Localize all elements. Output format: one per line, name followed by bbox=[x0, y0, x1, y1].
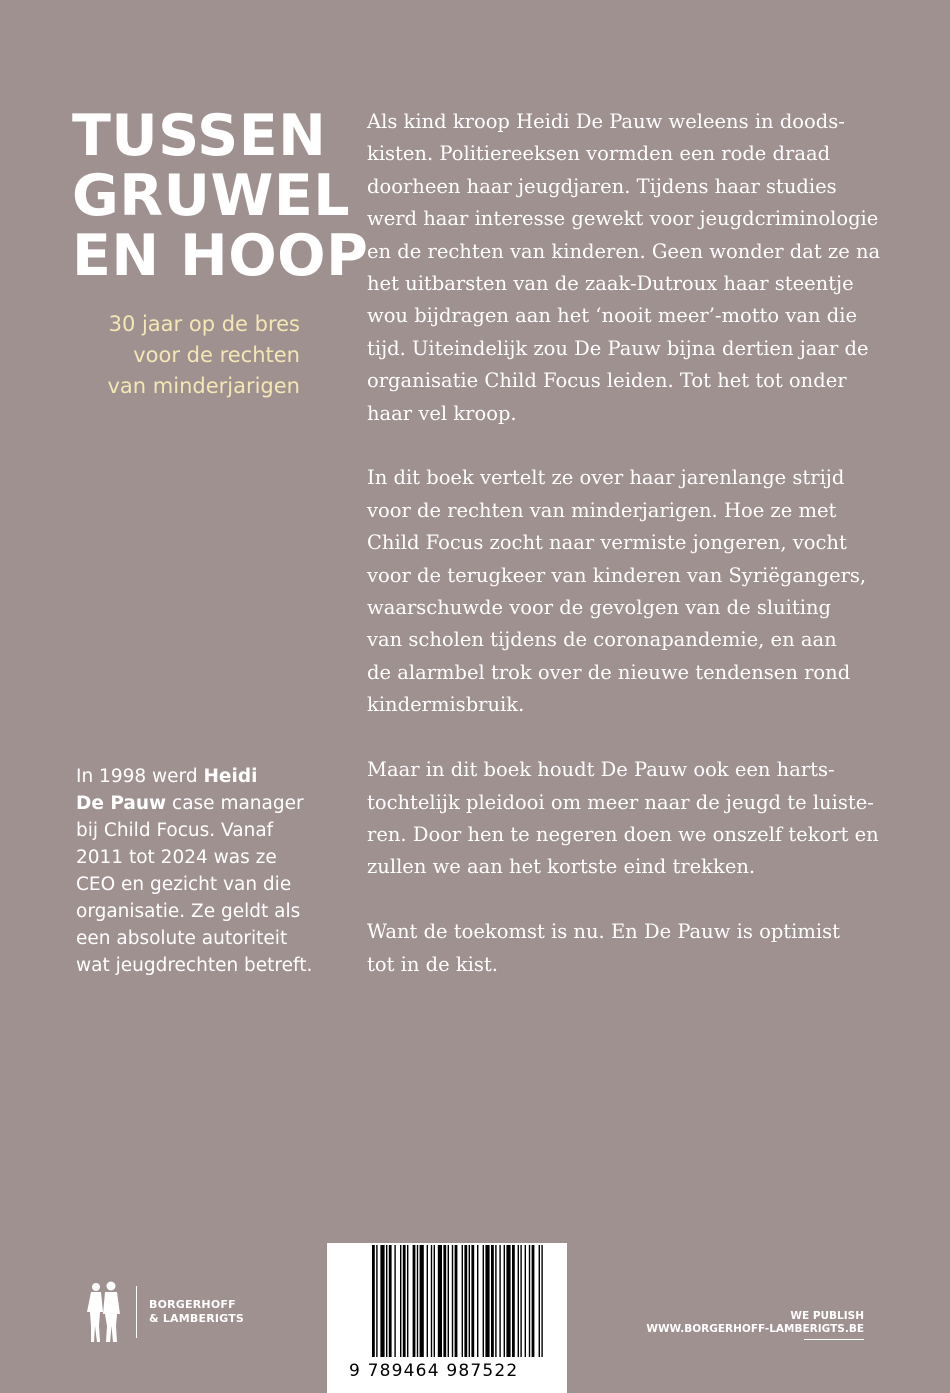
book-subtitle bbox=[60, 309, 300, 402]
text-line: de alarmbel trok over de nieuwe tendensen rond bbox=[367, 660, 851, 684]
blurb-paragraph-4 bbox=[367, 916, 867, 981]
text-line: kisten. Politiereeksen vormden een rode draad bbox=[367, 142, 831, 166]
barcode-bar bbox=[427, 1245, 428, 1357]
barcode-bar bbox=[483, 1245, 484, 1357]
bio-line bbox=[76, 763, 346, 790]
barcode-bar bbox=[431, 1245, 432, 1357]
subtitle-line: 30 jaar op de bres bbox=[108, 312, 300, 336]
barcode-bar bbox=[380, 1245, 384, 1357]
barcode-bar bbox=[471, 1245, 474, 1357]
text-line: haar vel kroop. bbox=[367, 401, 517, 425]
barcode-bar bbox=[504, 1245, 505, 1357]
text-line: kindermisbruik. bbox=[367, 693, 525, 717]
bio-line: wat jeugdrechten betreft. bbox=[76, 955, 313, 976]
barcode-bar bbox=[376, 1245, 377, 1357]
barcode bbox=[327, 1243, 567, 1393]
text-line: het uitbarsten van de zaak-Dutroux haar steentje bbox=[367, 272, 854, 296]
bio-line: een absolute autoriteit bbox=[76, 928, 288, 949]
text-line: werd haar interesse gewekt voor jeugdcriminologie bbox=[367, 207, 879, 231]
barcode-bar bbox=[491, 1245, 494, 1357]
text-line: voor de terugkeer van kinderen van Syriëgangers, bbox=[367, 563, 867, 587]
barcode-bar bbox=[520, 1245, 521, 1357]
barcode-bar bbox=[455, 1245, 458, 1357]
bio-text: case manager bbox=[166, 793, 304, 814]
publisher-name-line: BORGERHOFF bbox=[149, 1298, 236, 1311]
barcode-bar bbox=[495, 1245, 496, 1357]
barcode-bar bbox=[443, 1245, 446, 1357]
text-line: Als kind kroop Heidi De Pauw weleens in doods- bbox=[367, 110, 845, 133]
bio-line: 2011 tot 2024 was ze bbox=[76, 847, 277, 868]
barcode-bar bbox=[469, 1245, 470, 1357]
barcode-bar bbox=[438, 1245, 442, 1357]
text-line: Want de toekomst is nu. En De Pauw is optimist bbox=[367, 920, 840, 944]
barcode-bar bbox=[434, 1245, 435, 1357]
publisher-name-line: & LAMBERIGTS bbox=[149, 1312, 245, 1325]
barcode-bar bbox=[499, 1245, 500, 1357]
text-line: In dit boek vertelt ze over haar jarenlange strijd bbox=[367, 466, 845, 490]
publisher-logo bbox=[84, 1280, 244, 1344]
barcode-bar bbox=[407, 1245, 408, 1357]
barcode-bar bbox=[539, 1245, 540, 1357]
subtitle-line: voor de rechten bbox=[133, 343, 300, 367]
barcode-bar bbox=[512, 1245, 515, 1357]
logo-divider bbox=[136, 1286, 137, 1338]
barcode-bar bbox=[464, 1245, 467, 1357]
text-line: doorheen haar jeugdjaren. Tijdens haar studies bbox=[367, 174, 837, 198]
blurb-paragraph-3 bbox=[367, 754, 879, 884]
barcode-bar bbox=[485, 1245, 489, 1357]
text-line: tijd. Uiteindelijk zou De Pauw bijna dertien jaar de bbox=[367, 336, 869, 360]
subtitle-line: van minderjarigen bbox=[107, 374, 300, 398]
text-line: waarschuwde voor de gevolgen van de sluiting bbox=[367, 596, 832, 620]
barcode-bar bbox=[394, 1245, 395, 1357]
barcode-bar bbox=[477, 1245, 478, 1357]
barcode-bar bbox=[529, 1245, 530, 1357]
bio-line: organisatie. Ze geldt als bbox=[76, 901, 301, 922]
barcode-bar bbox=[386, 1245, 387, 1357]
barcode-bar bbox=[525, 1245, 526, 1357]
barcode-bar bbox=[417, 1245, 418, 1357]
barcode-bar bbox=[462, 1245, 463, 1357]
barcode-bar bbox=[413, 1245, 416, 1357]
barcode-bar bbox=[518, 1245, 519, 1357]
isbn-number: 9 789464 987522 bbox=[349, 1361, 519, 1381]
blurb-paragraph-1 bbox=[367, 106, 881, 430]
text-line: Maar in dit boek houdt De Pauw ook een harts- bbox=[367, 758, 835, 782]
book-title bbox=[72, 103, 369, 289]
text-line: en de rechten van kinderen. Geen wonder dat ze na bbox=[367, 239, 881, 263]
barcode-bar bbox=[420, 1245, 424, 1357]
publisher-tagline: WE PUBLISH bbox=[790, 1310, 864, 1322]
barcode-bar bbox=[452, 1245, 453, 1357]
blurb-paragraph-2 bbox=[367, 462, 867, 721]
publisher-website[interactable]: WWW.BORGERHOFF-LAMBERIGTS.BE bbox=[646, 1323, 864, 1335]
title-line: TUSSEN bbox=[72, 103, 327, 169]
text-line: organisatie Child Focus leiden. Tot het tot onder bbox=[367, 369, 847, 393]
author-bio bbox=[76, 763, 346, 979]
barcode-bar bbox=[403, 1245, 406, 1357]
title-line: EN HOOP bbox=[72, 223, 369, 289]
bio-line bbox=[76, 790, 346, 817]
text-line: voor de rechten van minderjarigen. Hoe ze met bbox=[367, 498, 837, 522]
barcode-bar bbox=[400, 1245, 401, 1357]
text-line: zullen we aan het kortste eind trekken. bbox=[367, 855, 756, 879]
bio-line: CEO en gezicht van die bbox=[76, 874, 292, 895]
author-name: Heidi bbox=[203, 766, 258, 787]
text-line: tochtelijk pleidooi om meer naar de jeugd te luiste- bbox=[367, 790, 874, 814]
text-line: van scholen tijdens de coronapandemie, en aan bbox=[367, 628, 837, 652]
author-name: De Pauw bbox=[76, 793, 167, 814]
bio-line: bij Child Focus. Vanaf bbox=[76, 820, 274, 841]
text-line: tot in de kist. bbox=[367, 952, 498, 976]
barcode-bar bbox=[532, 1245, 535, 1357]
blurb-text bbox=[367, 106, 881, 1013]
underline-rule bbox=[804, 1339, 864, 1340]
barcode-bar bbox=[389, 1245, 392, 1357]
bio-text: In 1998 werd bbox=[76, 766, 204, 787]
barcode-bars bbox=[327, 1243, 567, 1361]
barcode-bar bbox=[541, 1245, 542, 1357]
publisher-name bbox=[149, 1298, 244, 1326]
publisher-website-block bbox=[646, 1310, 864, 1340]
title-line: GRUWEL bbox=[72, 163, 351, 229]
barcode-bar bbox=[372, 1245, 375, 1357]
barcode-bar bbox=[506, 1245, 510, 1357]
barcode-bar bbox=[448, 1245, 449, 1357]
text-line: Child Focus zocht naar vermiste jongeren, vocht bbox=[367, 531, 847, 555]
two-figures-logo-icon bbox=[84, 1280, 124, 1344]
text-line: wou bijdragen aan het ‘nooit meer’-motto van die bbox=[367, 304, 857, 328]
text-line: ren. Door hen te negeren doen we onszelf tekort en bbox=[367, 822, 879, 846]
